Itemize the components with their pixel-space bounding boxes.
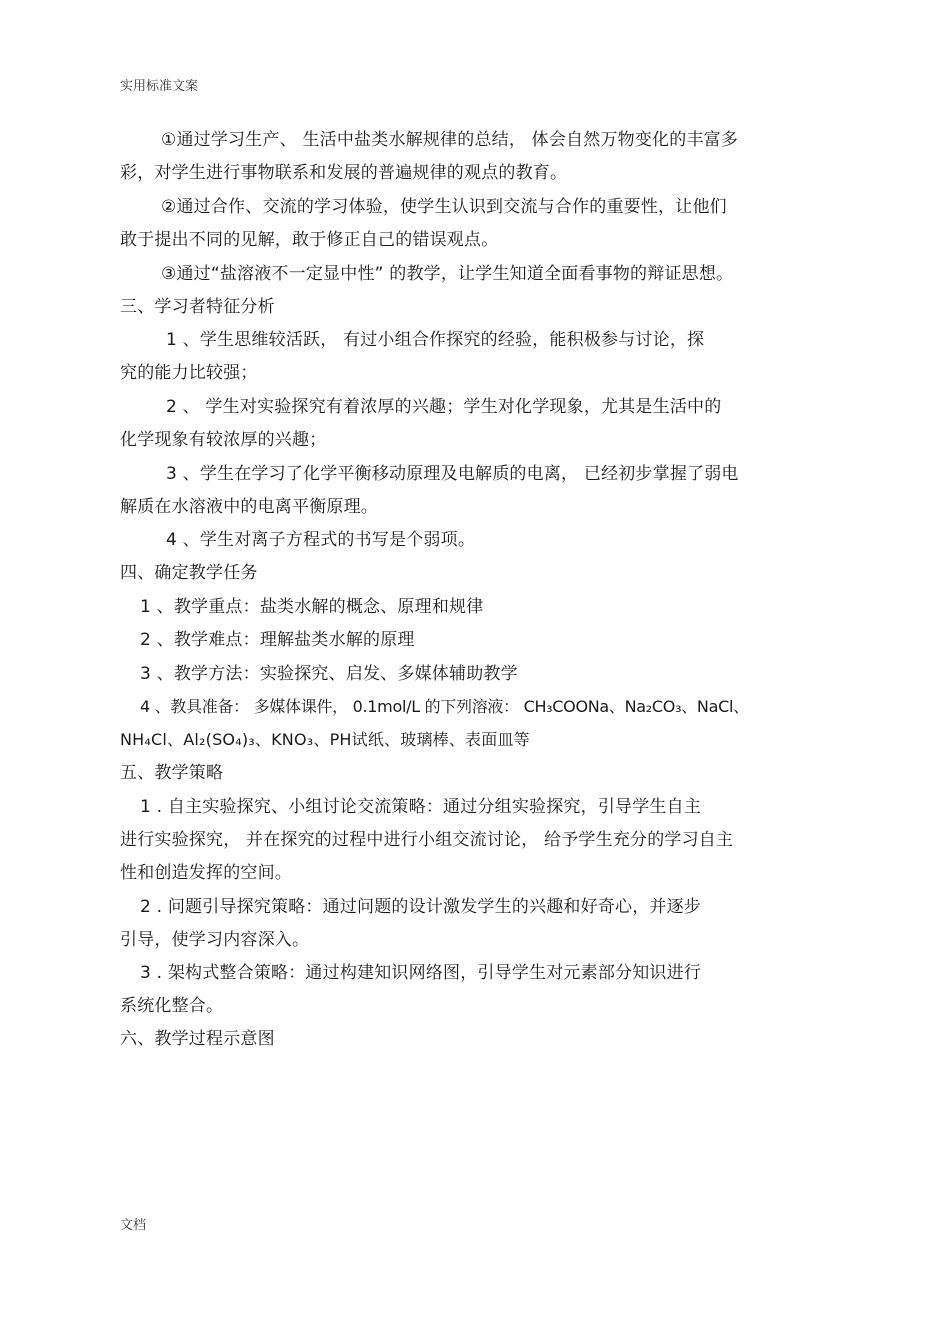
page-footer: 文档 xyxy=(120,1218,147,1233)
text-line: 1 . 自主实验探究、小组讨论交流策略：通过分组实验探究，引导学生自主 xyxy=(140,797,702,817)
text-line: 敢于提出不同的见解，敢于修正自己的错误观点。 xyxy=(120,230,499,250)
text-line: 彩，对学生进行事物联系和发展的普遍规律的观点的教育。 xyxy=(120,163,568,183)
text-line: 引导，使学习内容深入。 xyxy=(120,930,310,950)
text-line: 2 . 问题引导探究策略：通过问题的设计激发学生的兴趣和好奇心，并逐步 xyxy=(140,897,702,917)
text-line: 4 、教具准备： 多媒体课件， 0.1mol/L 的下列溶液： CH₃COONa、Na₂CO₃、NaCl、 xyxy=(140,697,749,716)
section-heading: 三、学习者特征分析 xyxy=(120,297,275,317)
text-line: 究的能力比较强； xyxy=(120,363,258,383)
text-line: 系统化整合。 xyxy=(120,996,224,1016)
text-line: 4 、学生对离子方程式的书写是个弱项。 xyxy=(166,530,476,550)
text-line: 3 、学生在学习了化学平衡移动原理及电解质的电离， 已经初步掌握了弱电 xyxy=(166,464,739,484)
text-line: 2 、 学生对实验探究有着浓厚的兴趣；学生对化学现象，尤其是生活中的 xyxy=(166,397,722,417)
text-line: 解质在水溶液中的电离平衡原理。 xyxy=(120,497,378,517)
text-line: 1 、学生思维较活跃， 有过小组合作探究的经验，能积极参与讨论，探 xyxy=(166,330,705,350)
text-line: 2 、教学难点：理解盐类水解的原理 xyxy=(140,630,415,650)
section-heading: 五、教学策略 xyxy=(120,763,224,783)
text-line: 进行实验探究， 并在探究的过程中进行小组交流讨论， 给予学生充分的学习自主 xyxy=(120,830,734,850)
text-line: NH₄Cl、Al₂(SO₄)₃、KNO₃、PH试纸、玻璃棒、表面皿等 xyxy=(120,730,530,749)
text-line: 化学现象有较浓厚的兴趣； xyxy=(120,430,327,450)
text-line: 3 . 架构式整合策略：通过构建知识网络图，引导学生对元素部分知识进行 xyxy=(140,963,702,983)
text-line: 3 、教学方法：实验探究、启发、多媒体辅助教学 xyxy=(140,664,518,684)
text-line: ③通过“盐溶液不一定显中性” 的教学，让学生知道全面看事物的辩证思想。 xyxy=(161,264,734,284)
text-line: 1 、教学重点：盐类水解的概念、原理和规律 xyxy=(140,597,484,617)
section-heading: 四、确定教学任务 xyxy=(120,563,258,583)
text-line: 性和创造发挥的空间。 xyxy=(120,863,292,883)
text-line: ①通过学习生产、 生活中盐类水解规律的总结， 体会自然万物变化的丰富多 xyxy=(161,130,739,150)
page-header: 实用标准文案 xyxy=(120,79,199,94)
section-heading: 六、教学过程示意图 xyxy=(120,1029,275,1049)
text-line: ②通过合作、交流的学习体验，使学生认识到交流与合作的重要性，让他们 xyxy=(161,197,727,217)
